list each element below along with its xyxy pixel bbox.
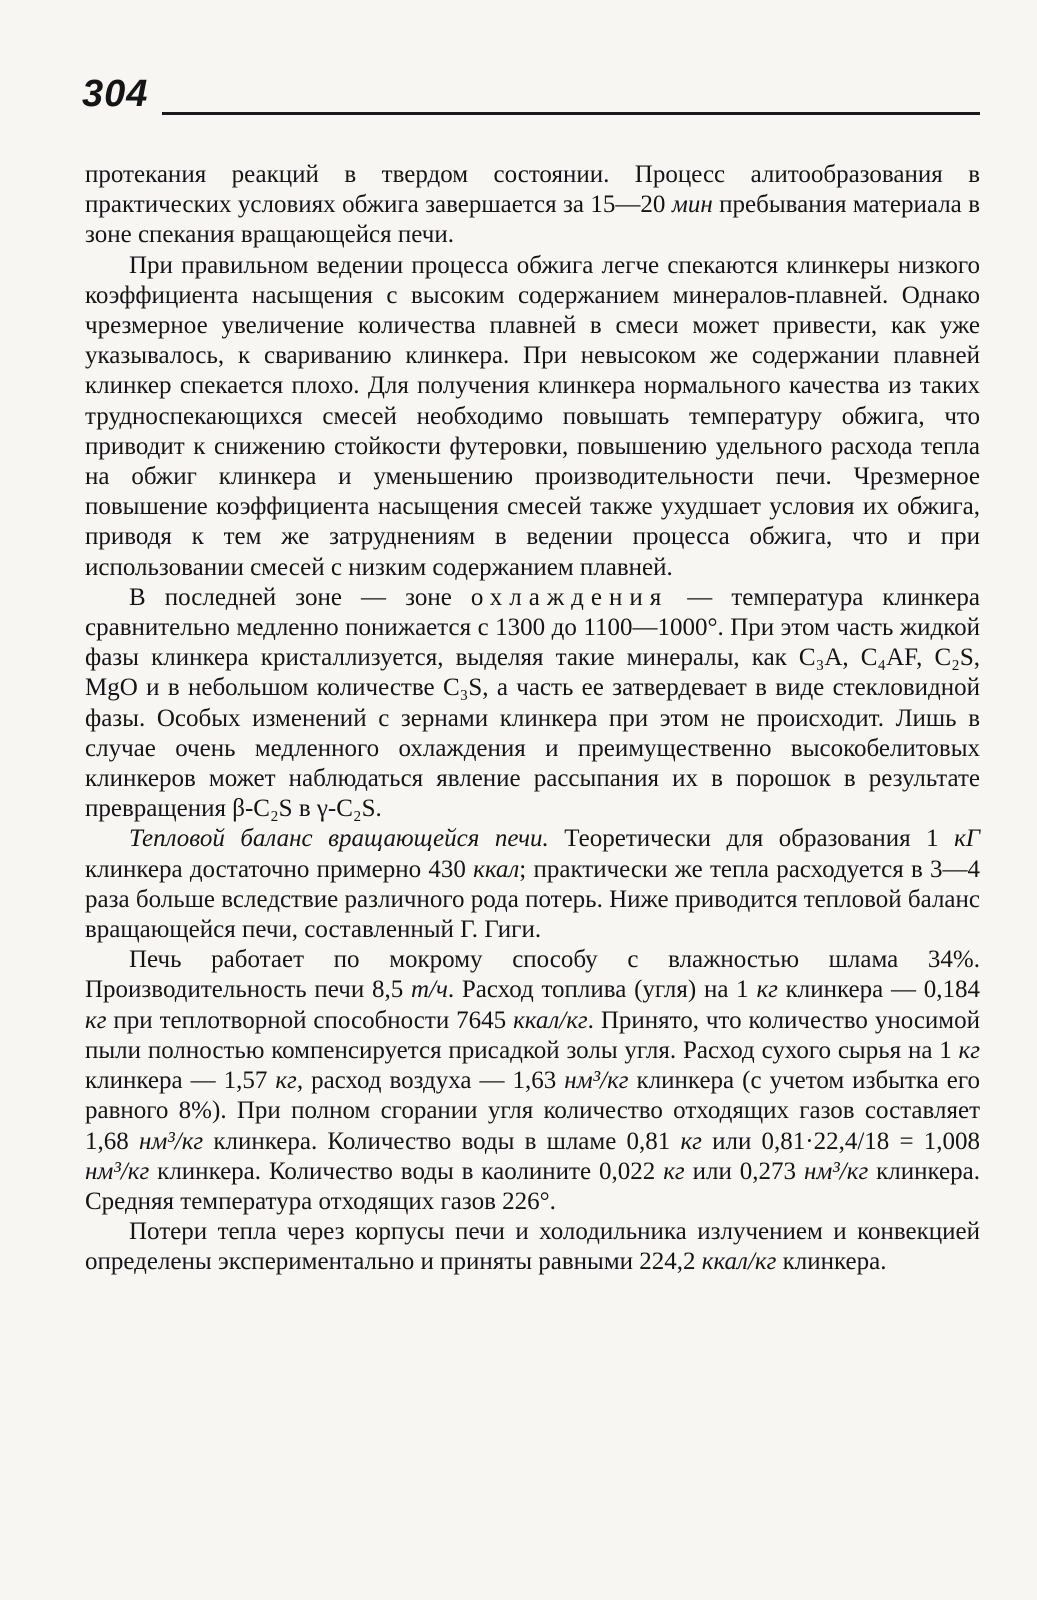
text-unit: кг xyxy=(275,1067,297,1095)
text-run: , расход воздуха — 1,63 xyxy=(296,1067,565,1095)
text-run: клинкера. Количество воды в шламе 0,81 xyxy=(203,1127,681,1155)
text-run: клинкера достаточно примерно 430 xyxy=(85,855,474,883)
text-run: или 0,81·22,4/18 = 1,008 xyxy=(701,1127,980,1155)
text-unit: кГ xyxy=(954,825,981,853)
paragraph xyxy=(85,945,980,1217)
text-unit: нм³/кг xyxy=(138,1127,204,1155)
text-run: . Принято, что количество уносимой пыли полностью компенсируется присадкой золы угля. Расход сухого сырья на 1 xyxy=(85,1006,980,1064)
text-unit: кг xyxy=(680,1127,702,1155)
text-unit: кг xyxy=(958,1036,980,1064)
text-unit: ккал/кг xyxy=(701,1248,777,1276)
text-run: или 0,273 xyxy=(684,1157,804,1185)
text-run: пребывания материала в зоне спекания вращающейся печи. xyxy=(85,191,980,249)
text-run: протекания реакций в твердом состоянии. Процесс алитообразования в практических условиях обжига завершается за 15—20 xyxy=(85,161,980,219)
paragraph xyxy=(85,160,980,251)
text-run: клинкера. Количество воды в каолините 0,022 xyxy=(149,1157,664,1185)
text-run: ; практически же тепла расходуется в 3—4 раза больше вследствие различного рода потерь. Ниже приводится тепловой баланс вращающейся печи, составленный Г. Гиги. xyxy=(85,855,980,944)
text-unit: нм³/кг xyxy=(803,1157,869,1185)
text-unit: кг xyxy=(85,1006,107,1034)
text-unit: кг xyxy=(663,1157,685,1185)
text-unit: ккал xyxy=(473,855,520,883)
paragraph xyxy=(85,251,980,583)
text-run: Теоретически для образования 1 xyxy=(548,825,955,853)
page-header xyxy=(82,74,980,120)
page-number: 304 xyxy=(82,73,149,115)
text-unit: кг xyxy=(756,976,778,1004)
text-run: клинкера. Средняя температура отходящих газов 226°. xyxy=(85,1157,980,1215)
text-run: при теплотворной способности 7645 xyxy=(106,1006,514,1034)
text-unit: нм³/кг xyxy=(85,1157,150,1185)
header-rule xyxy=(162,112,980,115)
paragraph xyxy=(85,824,980,945)
paragraph xyxy=(85,583,980,825)
text-unit: мин xyxy=(671,191,713,219)
text-spaced: охлаждения xyxy=(470,583,669,611)
text-unit: ккал/кг xyxy=(513,1006,588,1034)
body-text xyxy=(85,160,980,1278)
text-run: — температура клинкера сравнительно медленно понижается с 1300 до 1100—1000°. При этом часть жидкой фазы клинкера кристаллизуется, выделяя такие минералы, как C₃A, C₄AF, C₂S, MgO и в небольшом количестве C₃S, а часть ее затвердевает в виде стекловидной фазы. Особых изменений с зернами клинкера при этом не происходит. Лишь в случае очень медленного охлаждения и преимущественно высокобелитовых клинкеров может наблюдаться явление рассыпания их в порошок в результате превращения β-C₂S в γ-C₂S. xyxy=(85,583,980,823)
paragraph xyxy=(85,1217,980,1277)
text-run: . Расход топлива (угля) на 1 xyxy=(447,976,757,1004)
text-run: Потери тепла через корпусы печи и холодильника излучением и конвекцией определены экспериментально и приняты равными 224,2 xyxy=(85,1218,980,1276)
text-heading: Тепловой баланс вращающейся печи. xyxy=(129,825,549,853)
text-run: В последней зоне — зоне xyxy=(129,583,471,611)
text-run: клинкера (с учетом избытка его равного 8%). При полном сгорании угля количество отходящих газов составляет 1,68 xyxy=(85,1067,980,1155)
text-run: При правильном ведении процесса обжига легче спекаются клинкеры низкого коэффициента насыщения с высоким содержанием минералов-плавней. Однако чрезмерное увеличение количества плавней в смеси может привести, как уже указывалось, к свариванию клинкера. При невысоком же содержании плавней клинкер спекается плохо. Для получения клинкера нормального качества из таких трудноспекающихся смесей необходимо повышать температуру обжига, что приводит к снижению стойкости футеровки, повышению удельного расхода тепла на обжиг клинкера и уменьшению производительности печи. Чрезмерное повышение коэффициента насыщения смесей также ухудшает условия их обжига, приводя к тем же затруднениям в ведении процесса обжига, что и при использовании смесей с низким содержанием плавней. xyxy=(85,251,980,581)
text-run: клинкера — 1,57 xyxy=(85,1067,276,1095)
text-unit: т/ч xyxy=(410,976,448,1004)
text-unit: нм³/кг xyxy=(564,1067,629,1095)
text-run: клинкера — 0,184 xyxy=(777,976,980,1004)
text-run: клинкера. xyxy=(776,1248,887,1276)
text-run: Печь работает по мокрому способу с влажностью шлама 34%. Производительность печи 8,5 xyxy=(85,946,980,1004)
